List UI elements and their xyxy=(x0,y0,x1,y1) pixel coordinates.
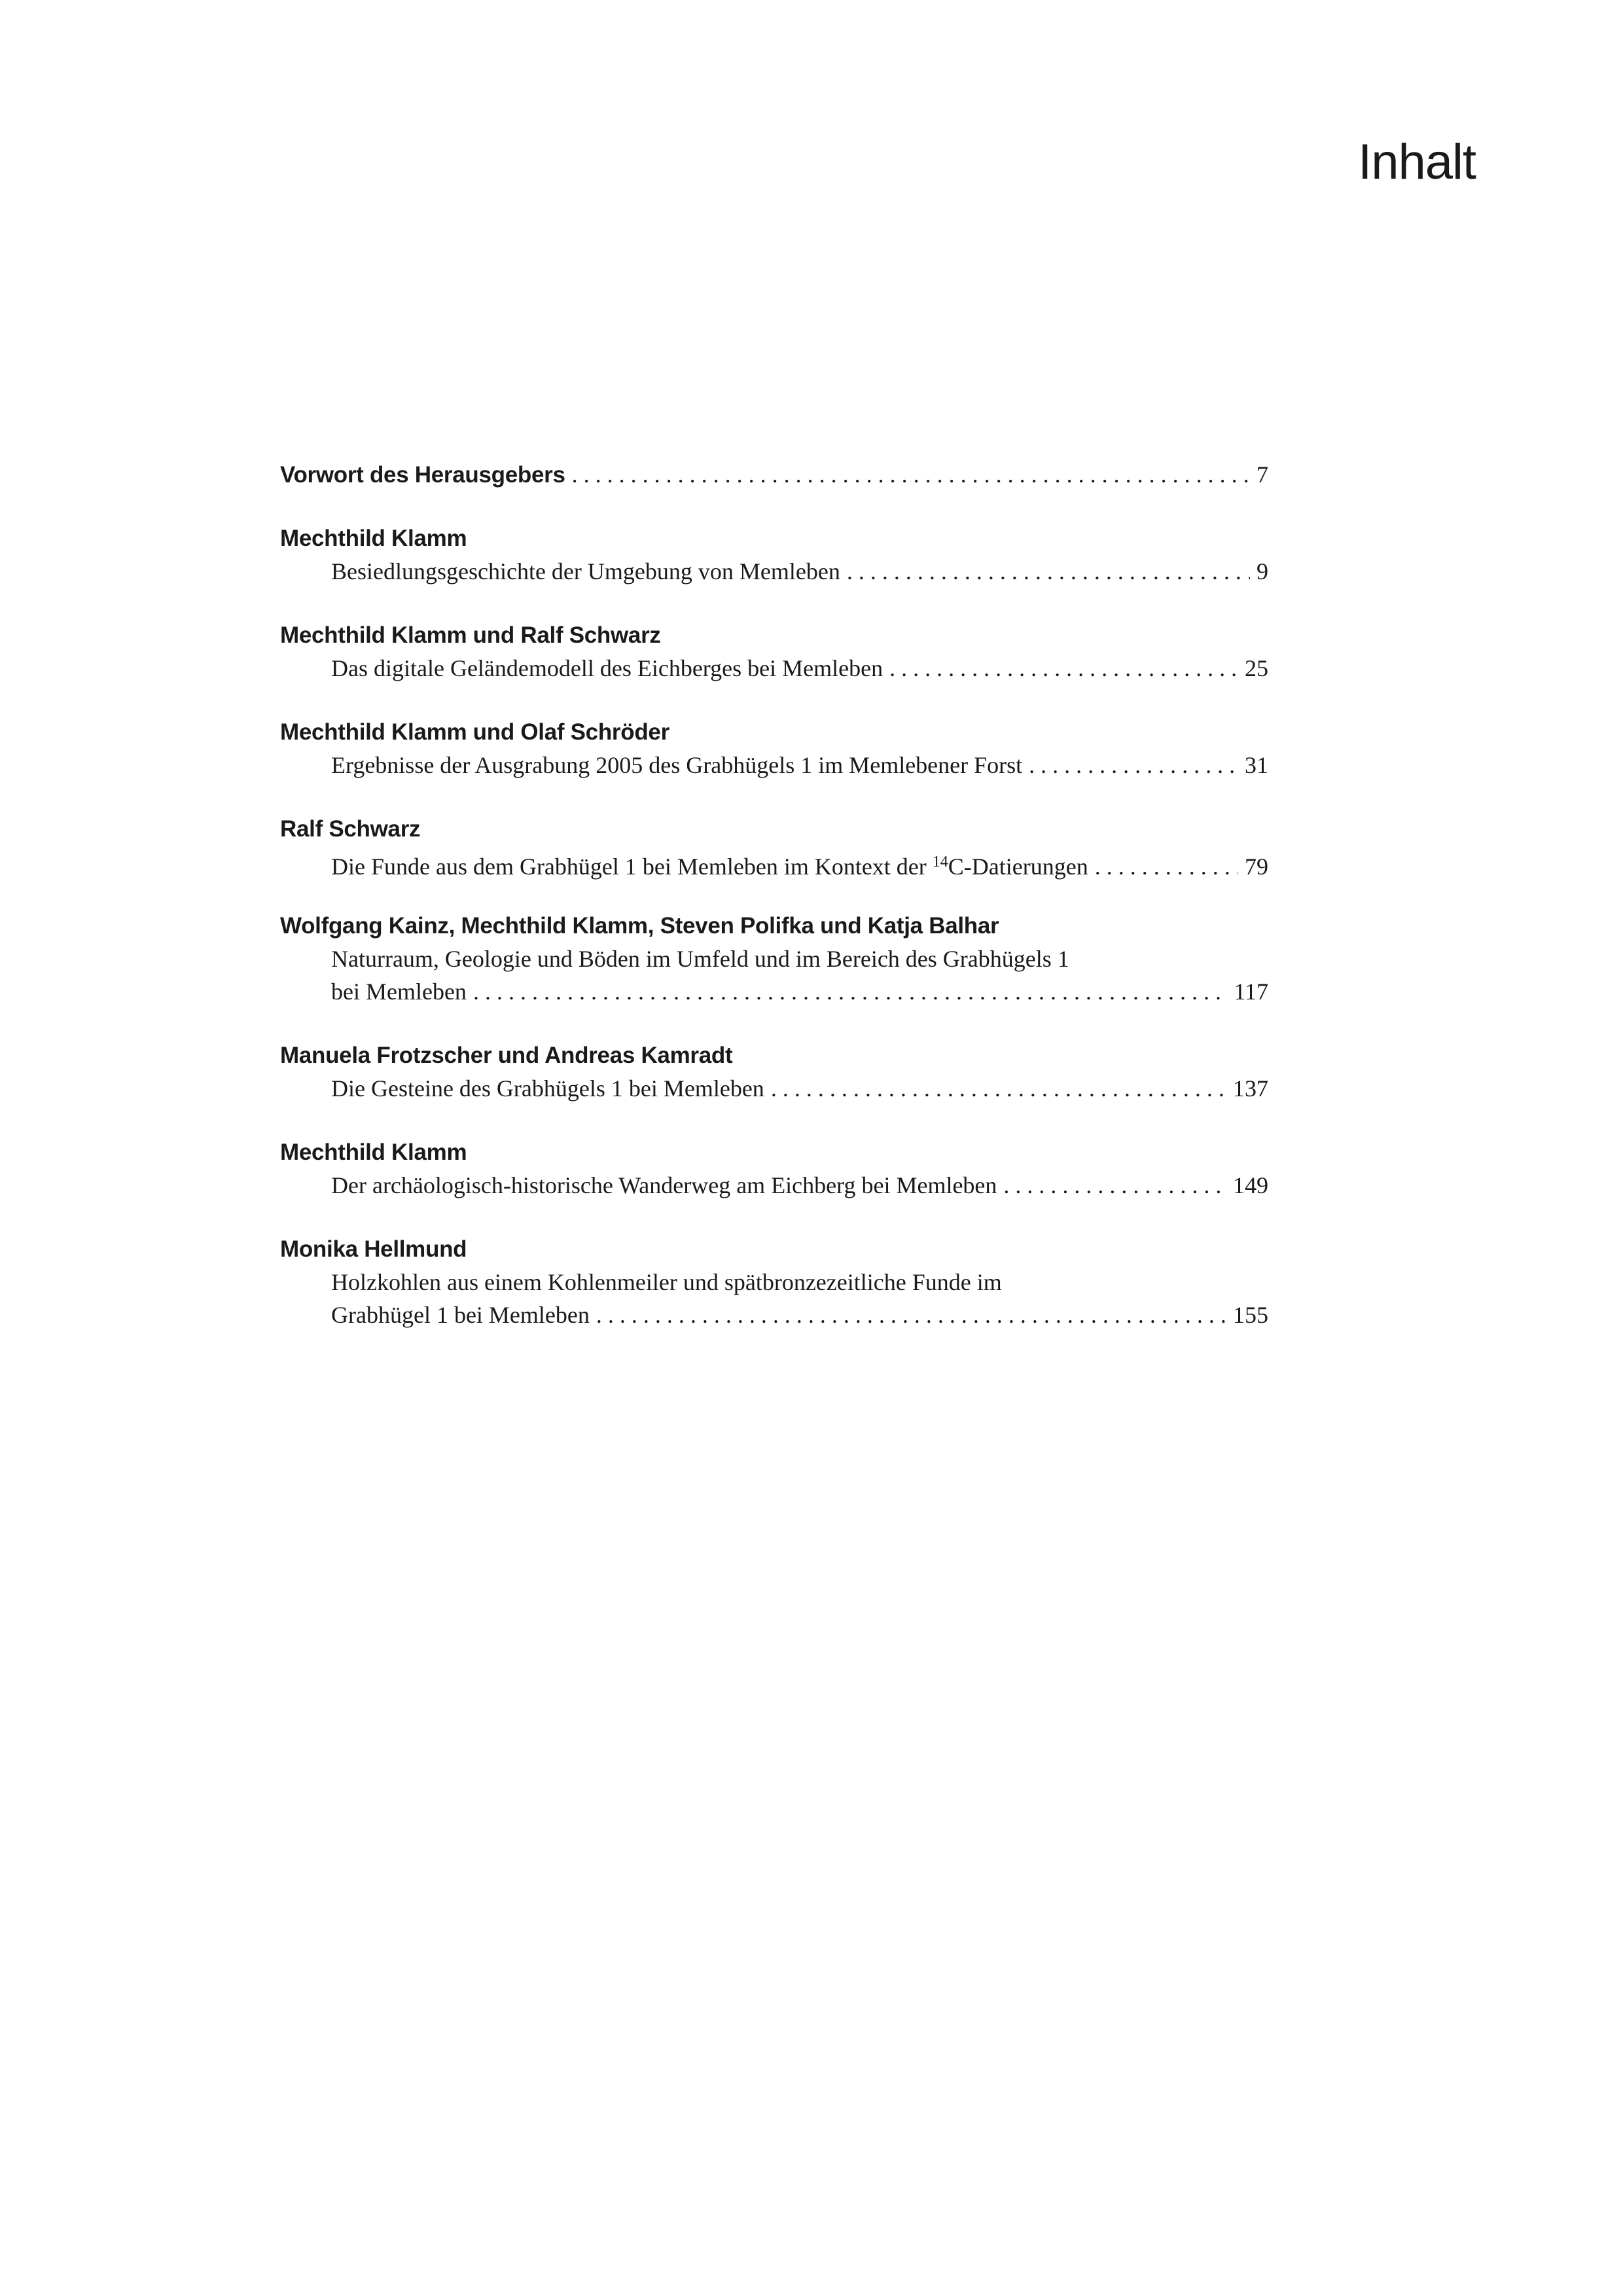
toc-title xyxy=(331,846,1088,883)
toc-line xyxy=(280,652,1268,685)
toc-title: Grabhügel 1 bei Memleben xyxy=(331,1302,590,1328)
toc-author: Mechthild Klamm und Olaf Schröder xyxy=(280,719,669,745)
toc-entry xyxy=(280,910,1268,1008)
toc-title-line: Holzkohlen aus einem Kohlenmeiler und spätbronzezeitliche Funde im xyxy=(331,1269,1002,1295)
toc-author: Manuela Frotzscher und Andreas Kamradt xyxy=(280,1043,733,1068)
toc-line xyxy=(280,846,1268,878)
toc-line xyxy=(280,1072,1268,1105)
toc-line xyxy=(280,975,1268,1008)
toc-entry xyxy=(280,1233,1268,1331)
dot-leader xyxy=(473,975,1227,1008)
toc-entry xyxy=(280,522,1268,588)
toc-entry xyxy=(280,1136,1268,1202)
dot-leader xyxy=(572,458,1250,491)
toc-line xyxy=(280,1169,1268,1202)
toc-page-number: 137 xyxy=(1233,1075,1268,1102)
toc-entry-foreword xyxy=(280,458,1268,491)
superscript-isotope: 14 xyxy=(932,853,948,870)
toc-author: Mechthild Klamm xyxy=(280,1139,467,1165)
toc-title-part: C-Datierungen xyxy=(948,853,1088,880)
toc-page-number: 9 xyxy=(1257,558,1268,584)
toc-author: Wolfgang Kainz, Mechthild Klamm, Steven Polifka und Katja Balhar xyxy=(280,913,999,939)
dot-leader xyxy=(596,1299,1226,1331)
toc-title: Besiedlungsgeschichte der Umgebung von Memleben xyxy=(331,558,840,584)
toc-author: Mechthild Klamm xyxy=(280,526,467,551)
toc-author: Ralf Schwarz xyxy=(280,816,421,842)
toc-line xyxy=(280,458,1268,491)
dot-leader xyxy=(889,652,1238,685)
dot-leader xyxy=(1095,850,1238,883)
toc-title-line: Naturraum, Geologie und Böden im Umfeld und im Bereich des Grabhügels 1 xyxy=(331,946,1069,972)
dot-leader xyxy=(1003,1169,1226,1202)
dot-leader xyxy=(1029,749,1238,781)
dot-leader xyxy=(771,1072,1226,1105)
toc-author: Mechthild Klamm und Ralf Schwarz xyxy=(280,622,661,648)
page-title: Inhalt xyxy=(1358,134,1476,190)
toc-line xyxy=(280,1299,1268,1331)
toc-entry xyxy=(280,619,1268,685)
toc-entry xyxy=(280,1039,1268,1105)
toc-page-number: 155 xyxy=(1233,1302,1268,1328)
toc-title-part: Die Funde aus dem Grabhügel 1 bei Memleben im Kontext der xyxy=(331,853,933,880)
toc-title: Das digitale Geländemodell des Eichberges bei Memleben xyxy=(331,655,883,681)
toc-line xyxy=(280,555,1268,588)
toc-title: Vorwort des Herausgebers xyxy=(280,462,565,488)
toc-page-number: 25 xyxy=(1245,655,1268,681)
toc-line xyxy=(280,749,1268,781)
toc-title: Ergebnisse der Ausgrabung 2005 des Grabhügels 1 im Memlebener Forst xyxy=(331,752,1023,778)
toc-page-number: 7 xyxy=(1257,461,1268,488)
toc-entry xyxy=(280,716,1268,781)
dot-leader xyxy=(847,555,1250,588)
toc-author: Monika Hellmund xyxy=(280,1236,467,1262)
toc-page-number: 31 xyxy=(1245,752,1268,778)
toc-page-number: 79 xyxy=(1245,853,1268,880)
toc-page-number: 149 xyxy=(1233,1172,1268,1198)
toc-title: Der archäologisch-historische Wanderweg am Eichberg bei Memleben xyxy=(331,1172,997,1198)
toc-title: Die Gesteine des Grabhügels 1 bei Memleben xyxy=(331,1075,764,1102)
toc-page-number: 117 xyxy=(1234,978,1268,1005)
toc-title: bei Memleben xyxy=(331,978,467,1005)
toc-entry xyxy=(280,813,1268,878)
table-of-contents xyxy=(280,458,1268,1363)
